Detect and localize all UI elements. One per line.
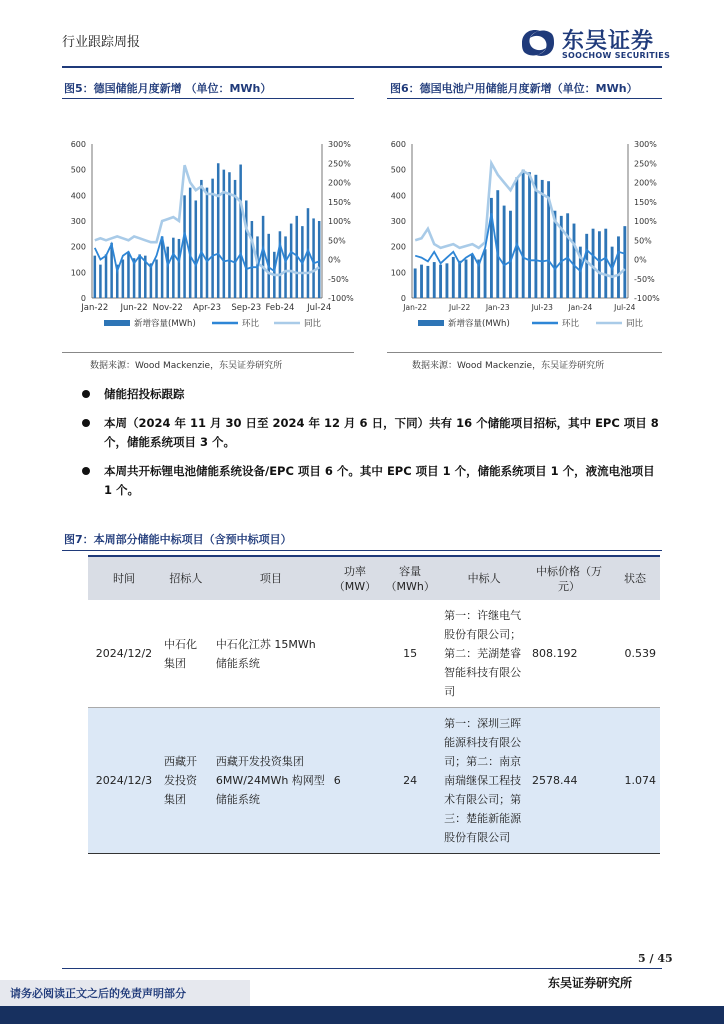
y-left-tick-label: 0	[80, 294, 86, 303]
y-left-tick-label: 400	[390, 191, 406, 201]
y-right-tick-label: 200%	[634, 178, 657, 188]
y-left-tick-label: 100	[390, 268, 406, 278]
bullet-dot-icon	[82, 419, 90, 427]
bar-new-capacity	[228, 172, 231, 298]
logo-chinese-name: 东吴证券	[562, 29, 655, 54]
cell-status: 0.539	[610, 600, 660, 708]
cell-status: 1.074	[610, 708, 660, 854]
cell-time: 2024/12/2	[88, 600, 160, 708]
figure-6-top-rule	[387, 98, 662, 99]
bar-new-capacity	[541, 180, 544, 298]
figure-7-top-rule	[62, 550, 662, 551]
figure-5-chart	[62, 130, 357, 340]
y-left-tick-label: 100	[70, 268, 86, 278]
bar-new-capacity	[127, 252, 130, 298]
x-tick-label: Jun-22	[120, 303, 148, 313]
bar-new-capacity	[150, 263, 153, 298]
bar-new-capacity	[484, 249, 487, 298]
y-right-tick-label: 200%	[328, 178, 351, 188]
bar-new-capacity	[617, 236, 620, 298]
disclaimer-banner: 请务必阅读正文之后的免责声明部分	[0, 980, 250, 1006]
bar-new-capacity	[200, 180, 203, 298]
y-right-tick-label: -50%	[328, 274, 349, 284]
y-left-tick-label: 0	[400, 294, 406, 303]
y-right-tick-label: 300%	[634, 140, 657, 149]
soochow-logo-icon	[518, 26, 558, 60]
figure-7-title: 图7：本周部分储能中标项目（含预中标项目）	[64, 533, 292, 546]
header-capacity: 容量（MWh）	[380, 556, 440, 600]
y-right-tick-label: 100%	[634, 217, 657, 226]
figure-6-title: 图6：德国电池户用储能月度新增（单位：MWh）	[390, 82, 638, 95]
bar-new-capacity	[623, 226, 626, 298]
bar-new-capacity	[245, 200, 248, 298]
header-winner: 中标人	[440, 556, 528, 600]
cell-project: 西藏开发投资集团 6MW/24MWh 构网型储能系统	[212, 708, 330, 854]
y-right-tick-label: -100%	[634, 294, 660, 303]
y-right-tick-label: 250%	[328, 159, 351, 169]
figure-6-source: 数据来源：Wood Mackenzie，东吴证券研究所	[412, 361, 605, 371]
cell-tenderer: 中石化集团	[160, 600, 212, 708]
bar-new-capacity	[515, 177, 518, 298]
bid-results-table	[88, 555, 660, 854]
y-left-tick-label: 300	[70, 217, 86, 226]
y-left-tick-label: 200	[390, 242, 406, 252]
y-left-tick-label: 400	[70, 191, 86, 201]
x-tick-label: Sep-23	[231, 303, 262, 313]
bar-new-capacity	[414, 268, 417, 298]
bar-new-capacity	[178, 239, 181, 298]
figure-6-chart	[384, 130, 669, 340]
bar-new-capacity	[284, 236, 287, 298]
table-row	[88, 600, 660, 708]
y-right-tick-label: 300%	[328, 140, 351, 149]
bullet-text: 本周共开标锂电池储能系统设备/EPC 项目 6 个。其中 EPC 项目 1 个，储能系统项目 1 个，液流电池项目 1 个。	[104, 464, 655, 497]
footer-divider	[62, 968, 662, 969]
x-tick-label: Jul-23	[531, 303, 553, 312]
x-tick-label: Jul-22	[448, 303, 471, 312]
x-tick-label: Jul-24	[614, 303, 636, 312]
bar-new-capacity	[566, 213, 569, 298]
bar-new-capacity	[503, 206, 506, 298]
y-right-tick-label: -100%	[328, 294, 354, 303]
x-tick-label: Nov-22	[152, 303, 183, 313]
table-header-row	[88, 556, 660, 600]
x-tick-label: Apr-23	[192, 303, 222, 313]
figure-5-top-rule	[62, 98, 354, 99]
bar-new-capacity	[99, 265, 102, 298]
header-power: 功率（MW）	[330, 556, 380, 600]
legend-label: 新增容量(MWh)	[134, 319, 196, 329]
footer-company-name: 东吴证券研究所	[548, 976, 633, 990]
bar-new-capacity	[490, 198, 493, 298]
x-tick-label: Jan-22	[403, 303, 428, 312]
bar-new-capacity	[312, 218, 315, 298]
bullet-weekly-awards	[62, 462, 662, 500]
cell-winner: 第一：许继电气股份有限公司；第二：芜湖楚睿智能科技有限公司	[440, 600, 528, 708]
bar-new-capacity	[465, 260, 468, 299]
bar-new-capacity	[94, 256, 97, 298]
cell-price: 808.192	[528, 600, 610, 708]
y-right-tick-label: 100%	[328, 217, 351, 226]
y-left-tick-label: 600	[70, 140, 86, 149]
table-row	[88, 708, 660, 854]
y-right-tick-label: 250%	[634, 159, 657, 169]
cell-capacity: 15	[380, 600, 440, 708]
footer-bar	[0, 1006, 724, 1024]
bar-new-capacity	[534, 175, 537, 298]
bar-new-capacity	[528, 172, 531, 298]
bar-new-capacity	[446, 263, 449, 298]
figure-6-bottom-rule	[387, 352, 662, 353]
company-logo	[518, 24, 678, 66]
legend-label: 新增容量(MWh)	[448, 319, 510, 329]
header-tenderer: 招标人	[160, 556, 212, 600]
legend-label: 同比	[626, 319, 644, 329]
bar-new-capacity	[223, 170, 226, 298]
y-right-tick-label: -50%	[634, 274, 655, 284]
bar-new-capacity	[166, 247, 169, 298]
cell-capacity: 24	[380, 708, 440, 854]
bar-new-capacity	[189, 188, 192, 298]
y-right-tick-label: 150%	[328, 197, 351, 207]
bar-new-capacity	[211, 179, 214, 298]
bar-new-capacity	[138, 254, 141, 298]
cell-project: 中石化江苏 15MWh 储能系统	[212, 600, 330, 708]
bullet-dot-icon	[82, 467, 90, 475]
bar-new-capacity	[195, 200, 198, 298]
legend-label: 环比	[242, 319, 260, 329]
bar-new-capacity	[471, 254, 474, 298]
bar-new-capacity	[172, 238, 175, 298]
y-left-tick-label: 600	[390, 140, 406, 149]
figure-5-bottom-rule	[62, 352, 354, 353]
bar-new-capacity	[183, 195, 186, 298]
y-left-tick-label: 500	[390, 165, 406, 175]
bullet-tender-tracking	[62, 385, 662, 404]
figure-5-source: 数据来源：Wood Mackenzie，东吴证券研究所	[90, 361, 283, 371]
bar-new-capacity	[420, 265, 423, 298]
bar-new-capacity	[592, 229, 595, 298]
bar-new-capacity	[604, 229, 607, 298]
y-right-tick-label: 0%	[634, 255, 647, 265]
bar-new-capacity	[262, 216, 265, 298]
bullet-weekly-tenders	[62, 414, 662, 452]
cell-power	[330, 600, 380, 708]
bar-new-capacity	[122, 260, 125, 299]
bar-new-capacity	[458, 261, 461, 298]
header-project: 项目	[212, 556, 330, 600]
figure-5-title: 图5：德国储能月度新增 （单位：MWh）	[64, 82, 272, 95]
bar-new-capacity	[452, 257, 455, 298]
bar-new-capacity	[433, 262, 436, 298]
bar-new-capacity	[522, 170, 525, 298]
bar-new-capacity	[217, 163, 220, 298]
bullet-dot-icon	[82, 390, 90, 398]
report-type-label: 行业跟踪周报	[62, 35, 141, 50]
bar-new-capacity	[105, 254, 108, 298]
bar-new-capacity	[598, 231, 601, 298]
legend-label: 同比	[304, 319, 322, 329]
cell-price: 2578.44	[528, 708, 610, 854]
cell-power: 6	[330, 708, 380, 854]
bar-new-capacity	[155, 260, 158, 299]
bar-new-capacity	[439, 265, 442, 298]
header-divider	[62, 66, 662, 68]
bar-new-capacity	[426, 266, 429, 298]
legend-label: 环比	[562, 319, 580, 329]
bar-new-capacity	[318, 221, 321, 298]
bar-new-capacity	[611, 247, 614, 298]
y-right-tick-label: 150%	[634, 197, 657, 207]
bar-new-capacity	[573, 224, 576, 298]
bar-new-capacity	[509, 211, 512, 298]
y-right-tick-label: 0%	[328, 255, 341, 265]
header-time: 时间	[88, 556, 160, 600]
page-number: 5 / 45	[638, 952, 673, 965]
legend-swatch-bar	[418, 320, 444, 326]
x-tick-label: Jan-23	[485, 303, 510, 312]
y-left-tick-label: 200	[70, 242, 86, 252]
header-price: 中标价格（万元）	[528, 556, 610, 600]
y-right-tick-label: 50%	[328, 236, 346, 246]
bar-new-capacity	[585, 234, 588, 298]
x-tick-label: Feb-24	[265, 303, 295, 313]
x-tick-label: Jul-24	[307, 303, 332, 313]
cell-time: 2024/12/3	[88, 708, 160, 854]
bar-new-capacity	[206, 188, 209, 298]
header-status: 状态	[610, 556, 660, 600]
bar-new-capacity	[239, 165, 242, 298]
x-tick-label: Jan-22	[81, 303, 109, 313]
bar-new-capacity	[251, 221, 254, 298]
bullet-text: 储能招投标跟踪	[104, 387, 185, 401]
legend-swatch-bar	[104, 320, 130, 326]
y-right-tick-label: 50%	[634, 236, 652, 246]
cell-tenderer: 西藏开发投资集团	[160, 708, 212, 854]
cell-winner: 第一：深圳三晖能源科技有限公司；第二：南京南瑞继保工程技术有限公司；第三：楚能新能源股份有限公司	[440, 708, 528, 854]
y-left-tick-label: 500	[70, 165, 86, 175]
y-left-tick-label: 300	[390, 217, 406, 226]
bar-new-capacity	[290, 224, 293, 298]
logo-english-name: SOOCHOW SECURITIES	[562, 51, 671, 60]
bullet-text: 本周（2024 年 11 月 30 日至 2024 年 12 月 6 日，下同）共有 16 个储能项目招标，其中 EPC 项目 8 个，储能系统项目 3 个。	[104, 416, 659, 449]
x-tick-label: Jan-24	[568, 303, 593, 312]
